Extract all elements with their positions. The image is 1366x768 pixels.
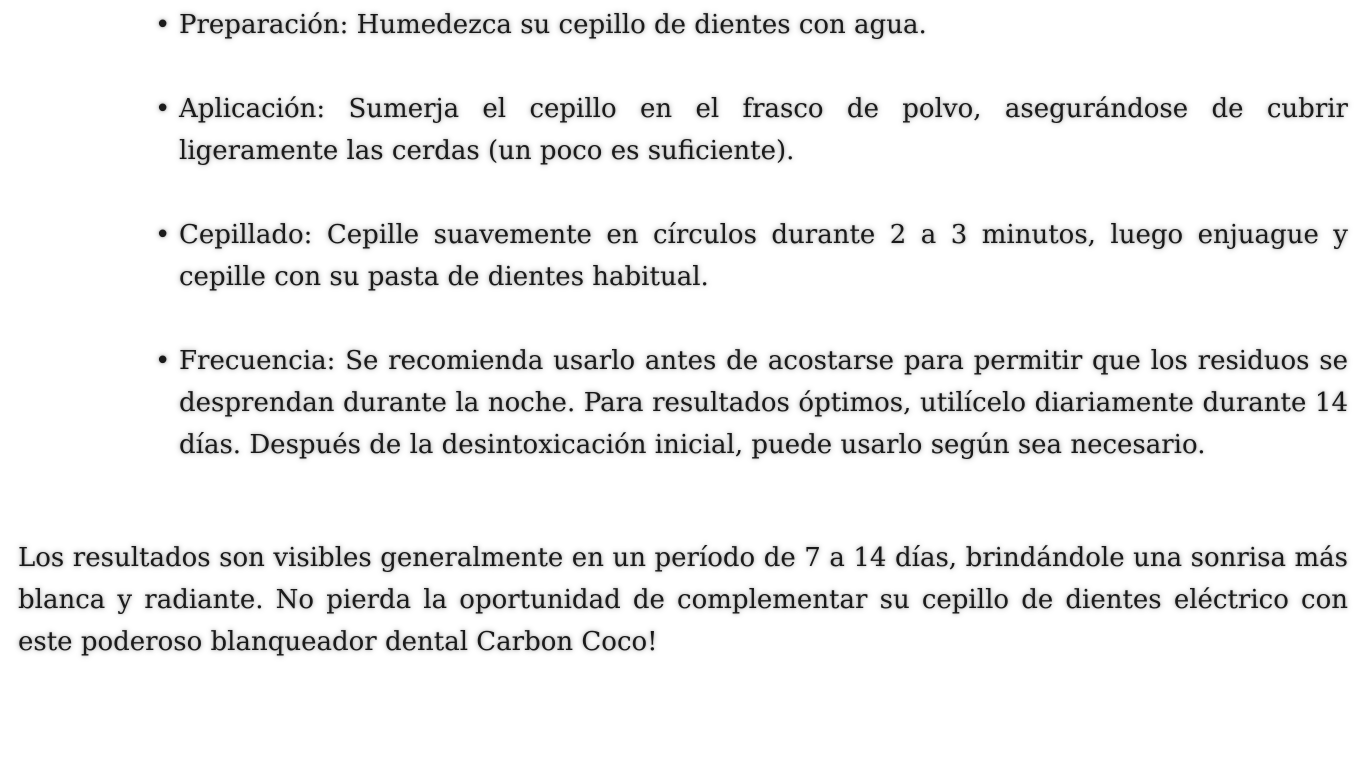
step-brushing: • Cepillado: Cepille suavemente en círculos durante 2 a 3 minutos, luego enjuague y cepille con su pasta de dientes habitual. [179, 214, 1348, 298]
usage-steps-list [18, 0, 1348, 466]
step-application: • Aplicación: Sumerja el cepillo en el frasco de polvo, asegurándose de cubrir ligeramente las cerdas (un poco es suficiente). [179, 88, 1348, 172]
step-preparation: • Preparación: Humedezca su cepillo de dientes con agua. [179, 4, 1348, 46]
step-frequency: • Frecuencia: Se recomienda usarlo antes de acostarse para permitir que los residuos se desprendan durante la noche. Para resultados óptimos, utilícelo diariamente durante 14 días. Después de la desintoxicación inicial, puede usarlo según sea necesario. [179, 340, 1348, 466]
closing-paragraph: Los resultados son visibles generalmente en un período de 7 a 14 días, brindándole una sonrisa más blanca y radiante. No pierda la oportunidad de complementar su cepillo de dientes eléctrico con este poderoso blanqueador dental Carbon Coco! [18, 543, 1348, 657]
